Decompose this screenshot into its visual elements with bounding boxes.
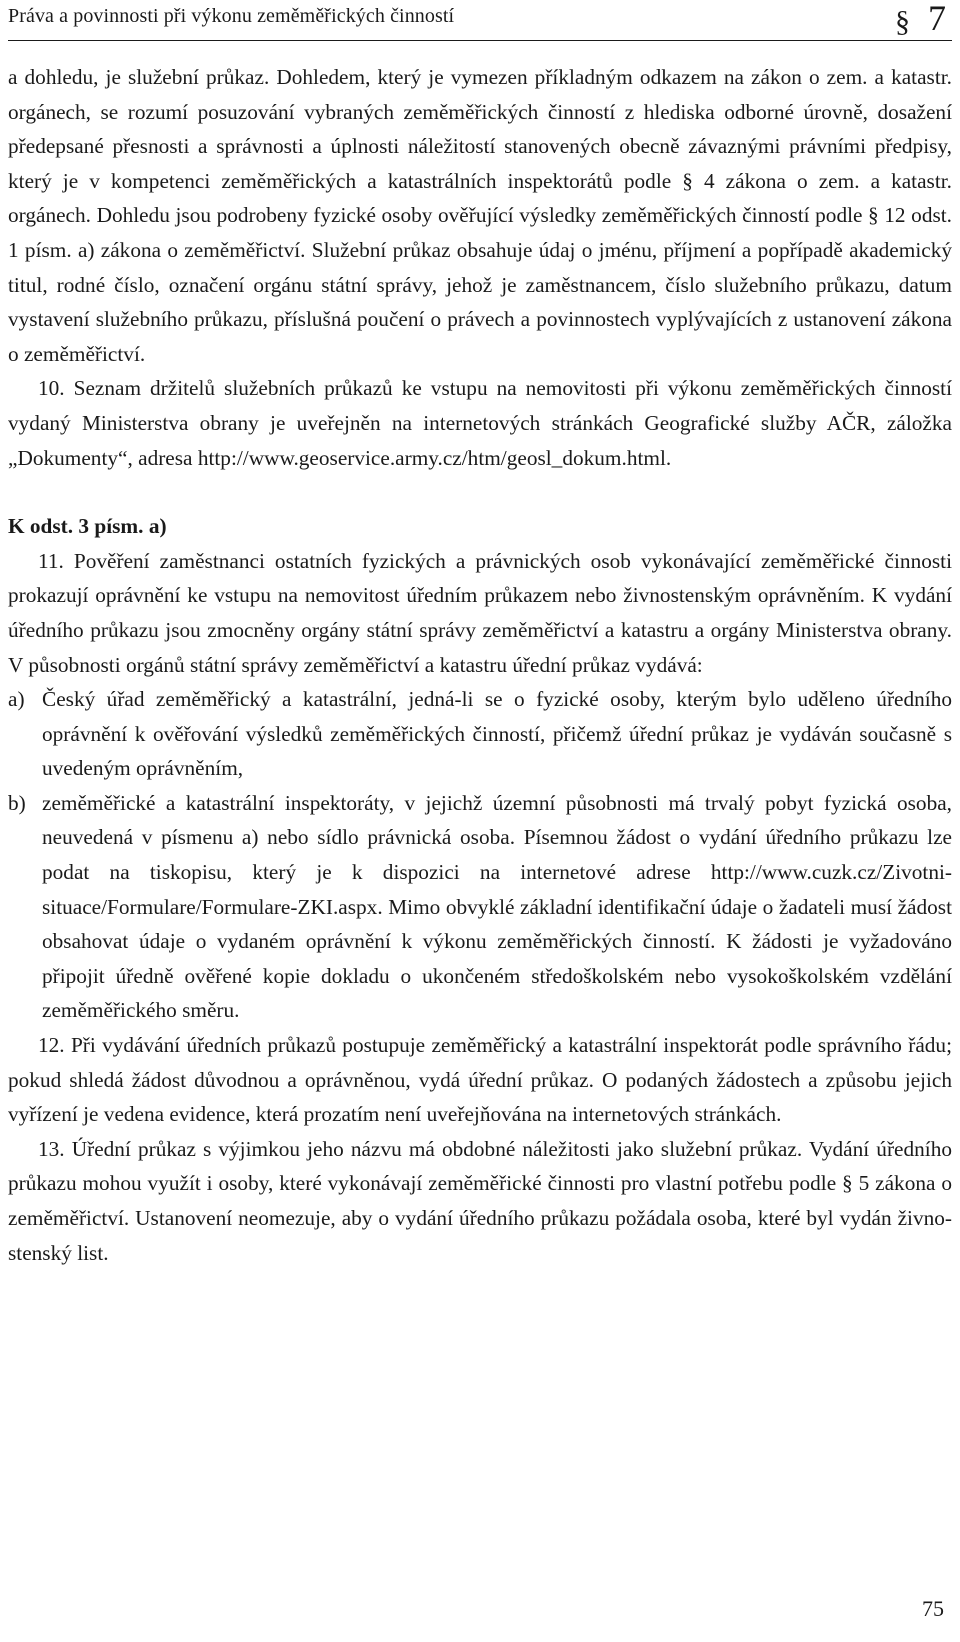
paragraph-12: 12. Při vydávání úředních průkazů postupuje zeměměřický a katastrální inspektorát podle správního řádu; pokud shledá žádost důvodnou a oprávněnou, vydá úřední průkaz. O podaných žádostech a způsobu jejich vyřízení je vedena evidence, která prozatím není uveřejňována na internetových stránkách. xyxy=(8,1033,952,1127)
header-title: Práva a povinnosti při výkonu zeměměřických činností xyxy=(8,5,455,27)
section-heading: K odst. 3 písm. a) xyxy=(8,514,167,539)
paragraph-continuation: a dohledu, je služební průkaz. Dohledem, který je vymezen příkladným odkazem na zákon o zem. a katastr. orgánech, se rozumí posuzování vybraných zeměměřických činností z hlediska odborné úrovně, dosažení předepsané přesnosti a správnosti a úplnosti náležitostí stanovených obecně závaznými právními předpisy, který je v kompetenci zeměměřických a katastrálních inspektorátů podle § 4 zákona o zem. a katastr. orgánech. Dohledu jsou podrobeny fyzické osoby ověřující výsledky zeměměřických činností podle § 12 odst. 1 písm. a) zákona o zeměměřictví. Služební průkaz obsahuje údaj o jménu, příjmení a popřípadě akademický titul, rodné číslo, označení orgánu státní správy, jehož je zaměstnancem, číslo služebního průkazu, datum vystavení služebního průkazu, příslušná poučení o právech a povinnostech vyplývajících z ustanovení zákona o zeměměřictví. xyxy=(8,65,952,366)
list-marker: b) xyxy=(8,790,26,815)
list-item-text: Český úřad zeměměřický a katastrální, jedná-li se o fyzické osoby, kterým bylo uděleno úředního oprávnění k ověřování výsledků zeměměřických činností, přičemž úřední průkaz je vydáván současně s uvedeným oprávněním, xyxy=(42,687,952,781)
list-marker: a) xyxy=(8,687,25,712)
paragraph-11: 11. Pověření zaměstnanci ostatních fyzických a právnických osob vykonávající zeměměřické činnosti prokazují oprávnění ke vstupu na nemovitost úředním průkazem nebo živnostenským oprávněním. K vydání úředního průkazu jsou zmocněny orgány státní správy zeměměřictví a katastru a orgány Ministerstva obrany. V působnosti orgánů státní správy zeměměřictví a katastru úřední průkaz vydává: xyxy=(8,548,952,677)
issuer-list xyxy=(8,682,952,1028)
paragraph-13: 13. Úřední průkaz s výjimkou jeho názvu má obdobné náležitosti jako služební průkaz. Vydání úředního průkazu mohou využít i osoby, které vykonávají zeměměřické činnosti pro vlastní potřebu podle § 5 zákona o zeměměřictví. Ustanovení neomezuje, aby o vydání úředního průkazu požádala osoba, které byl vydán živnostenský list. xyxy=(8,1136,952,1265)
paragraph-10: 10. Seznam držitelů služebních průkazů ke vstupu na nemovitosti při výkonu zeměměřických činností vydaný Ministerstva obrany je uveřejněn na internetových stránkách Geografické služby AČR, záložka „Dokumenty“, adresa http://www.geoservice.army.cz/htm/geosl_dokum.html. xyxy=(8,376,952,470)
section-sign: § xyxy=(895,5,910,38)
section-number: 7 xyxy=(928,0,946,38)
list-item xyxy=(8,786,952,1028)
document-body xyxy=(8,60,952,1270)
list-item xyxy=(8,682,952,786)
list-item-text: zeměměřické a katastrální inspektoráty, v jejichž územní působnosti má trvalý pobyt fyzická osoba, neuvedená v písmenu a) nebo sídlo právnická osoba. Písemnou žádost o vydání úředního průkazu lze podat na tiskopisu, který je k dispozici na internetové adrese http://www.cuzk.cz/Zivotni-situace/Formulare/Formulare-ZKI.aspx. Mimo obvyklé základní identifikační údaje o žadateli musí žádost obsahovat údaje o vydaném oprávnění k výkonu zeměměřických činností. K žádosti je vyžadováno připojit úředně ověřené kopie dokladu o ukončeném středoškolském nebo vysokoškolském vzdělání zeměměřického směru. xyxy=(42,790,952,1023)
document-page xyxy=(8,0,952,1642)
running-header xyxy=(8,0,952,41)
page-number: 75 xyxy=(922,1596,944,1621)
